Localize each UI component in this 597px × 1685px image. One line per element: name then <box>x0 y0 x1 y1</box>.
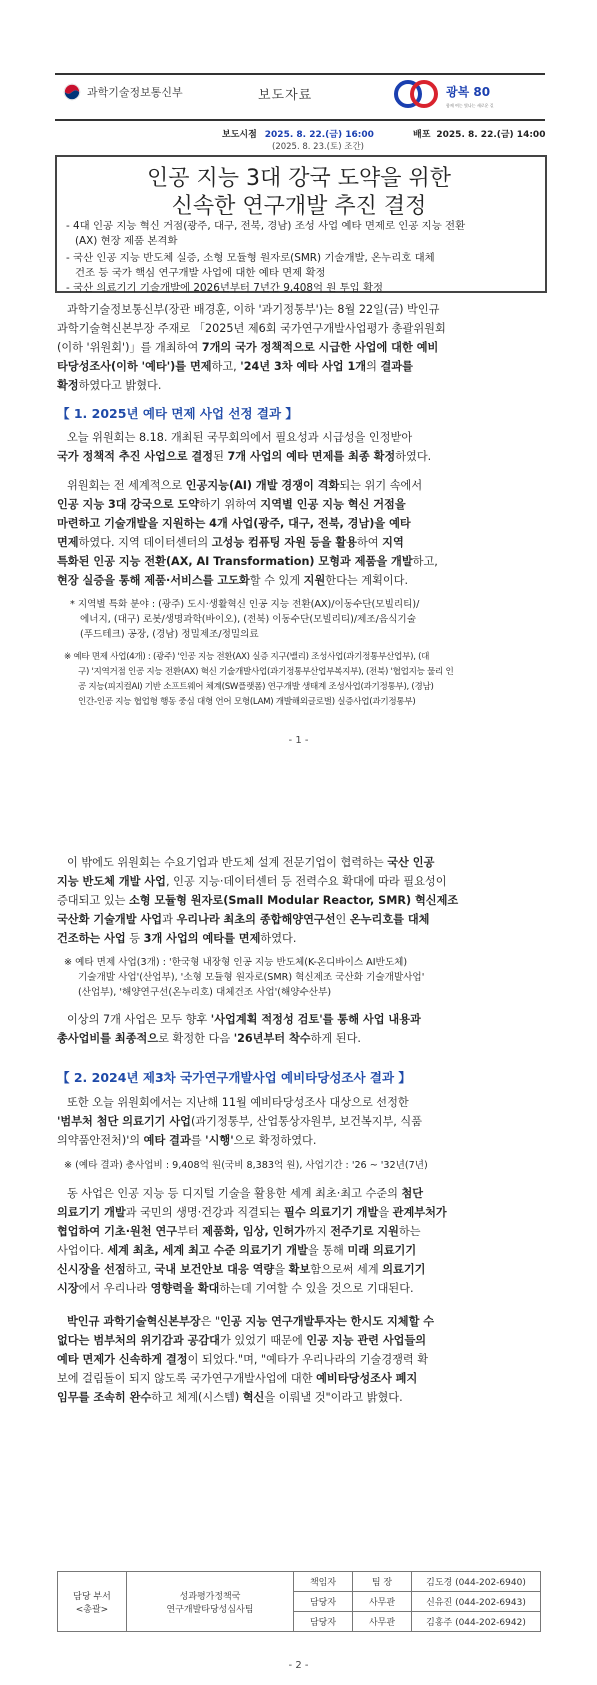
note-regional-fields <box>70 597 545 642</box>
intro-line: (이하 '위원회')」를 개최하여 <box>57 341 202 354</box>
text: 로 확정한 다음 <box>158 1032 234 1045</box>
text-emph: 인공 지능 3대 강국으로 도약 <box>57 498 200 511</box>
intro-line: 과학기술정보통신부(장관 배경훈, 이하 '과기정통부')는 8월 22일(금) 박인규 <box>67 303 440 316</box>
text: 가 있었기 때문에 <box>220 1334 307 1347</box>
page-number-2: - 2 - <box>288 1660 309 1671</box>
embargo-label: 보도시점 <box>222 130 257 140</box>
summary-2-cont: 건조 등 국가 핵심 연구개발 사업에 대한 예타 면제 확정 <box>75 267 326 279</box>
text: 과 국민의 생명·건강과 직결되는 <box>125 1206 285 1219</box>
text: 으로 확정하였다. <box>233 1134 317 1147</box>
text-emph: 예비타당성조사 폐지 <box>316 1372 418 1385</box>
dept-label: 담당 부서 <box>73 1591 111 1602</box>
text-emph: 세계 최초, 세계 최고 수준 의료기기 개발 <box>107 1244 308 1257</box>
paragraph-4 <box>57 1010 547 1048</box>
embargo-time <box>222 127 374 140</box>
text-emph: 인공 지능 연구개발투자는 한시도 지체할 수 <box>220 1315 435 1328</box>
text-emph: 미래 의료기기 <box>347 1244 417 1257</box>
text: 하고, <box>125 1263 155 1276</box>
contact-role: 담당자 <box>294 1612 353 1632</box>
dept-sub: <총괄> <box>75 1604 109 1615</box>
text-emph: 현장 실증을 통해 제품·서비스를 고도화 <box>57 574 250 587</box>
text: 보에 걸림돌이 되지 않도록 국가연구개발사업에 대한 <box>57 1372 317 1385</box>
contact-title: 팀 장 <box>353 1572 412 1592</box>
text: 하게 된다. <box>310 1032 361 1045</box>
note-line: 인간-인공 지능 협업형 행동 중심 대형 언어 모형(LAM) 개발해외글로벌) 실증사업(과기정통부) <box>78 697 416 707</box>
text-emph: 건조하는 사업 <box>57 932 126 945</box>
text: 한다는 계획이다. <box>325 574 409 587</box>
text-emph: 우리나라 최초의 종합해양연구선 <box>176 913 336 926</box>
text-emph: 박인규 과학기술혁신본부장 <box>67 1315 201 1328</box>
text-emph: 예타 면제가 신속하게 결정 <box>57 1353 188 1366</box>
liberation-80-logo <box>390 76 520 112</box>
dept-name-1: 성과평가정책국 <box>179 1591 241 1602</box>
text-emph: 7개 사업의 예타 면제를 최종 확정 <box>227 450 396 463</box>
text: 또한 오늘 위원회에서는 지난해 11월 예비타당성조사 대상으로 선정한 <box>67 1096 409 1109</box>
text-emph: 온누리호를 대체 <box>349 913 430 926</box>
contact-role: 담당자 <box>294 1592 353 1612</box>
text: 은 " <box>200 1315 221 1328</box>
text-emph: 마련하고 기술개발을 지원하는 4개 사업(광주, 대구, 전북, 경남)을 예타 <box>57 517 411 530</box>
note-exempt-projects-3 <box>64 955 548 1000</box>
text-emph: '시행' <box>205 1134 234 1147</box>
dept-label-cell <box>58 1572 127 1632</box>
text: 의약품안전처)'의 <box>57 1134 144 1147</box>
text: 하여 <box>357 536 383 549</box>
text: 을 <box>274 1263 289 1276</box>
paragraph-2 <box>57 476 547 590</box>
text: 하는데 기여할 수 있을 것으로 기대된다. <box>219 1282 414 1295</box>
text-emph: 총사업비를 최종적으 <box>57 1032 159 1045</box>
text: 동 사업은 인공 지능 등 디지털 기술을 활용한 세계 최초·최고 수준의 <box>67 1187 402 1200</box>
intro-line: 하고, <box>211 360 241 373</box>
note-line: (푸드테크) 공장, (경남) 정밀제조/정밀의료 <box>80 629 259 640</box>
text: 까지 <box>305 1225 331 1238</box>
text: 하기 위하여 <box>199 498 261 511</box>
text: 하였다. <box>260 932 297 945</box>
logo-tagline: 함께 여는 빛나는 새로운 길 <box>446 103 494 108</box>
paragraph-5 <box>57 1093 547 1150</box>
text: 를 <box>190 1134 206 1147</box>
text-emph: 확보 <box>288 1263 311 1276</box>
text-emph: 국가 정책적 추진 사업으로 결정 <box>57 450 214 463</box>
government-emblem-icon <box>63 83 81 101</box>
embargo-sub: (2025. 8. 23.(토) 조간) <box>272 142 364 152</box>
embargo-value: 2025. 8. 22.(금) 16:00 <box>264 130 374 140</box>
section-heading-1: 【 1. 2025년 예타 면제 사업 선정 결과 】 <box>57 406 298 421</box>
intro-emph: 결과를 <box>380 360 413 373</box>
text-emph: 시장 <box>57 1282 79 1295</box>
text-emph: 영향력을 확대 <box>150 1282 220 1295</box>
title-line-1: 인공 지능 3대 강국 도약을 위한 <box>147 166 451 191</box>
text: 등 <box>125 932 144 945</box>
text-emph: 없다는 범부처의 위기감과 공감대 <box>57 1334 220 1347</box>
text: 인 <box>335 913 350 926</box>
intro-emph: 타당성조사(이하 '예타')를 면제 <box>57 360 212 373</box>
text-emph: 제품화, 임상, 인허가 <box>202 1225 306 1238</box>
text-emph: 고성능 컴퓨팅 자원 등을 활용 <box>211 536 357 549</box>
text: 된 <box>213 450 228 463</box>
text-emph: 예타 결과 <box>143 1134 191 1147</box>
text-emph: 인공지능(AI) 개발 경쟁이 격화 <box>185 479 340 492</box>
text: (과기정통부, 산업통상자원부, 보건복지부, 식품 <box>191 1115 423 1128</box>
intro-line: 하였다고 밝혔다. <box>78 379 162 392</box>
liberation-80-emblem-icon <box>390 76 520 112</box>
text-emph: 특화된 인공 지능 전환(AX, AI Transformation) 모형과 제품을 개발 <box>57 555 413 568</box>
text: 을 <box>378 1206 393 1219</box>
paragraph-1 <box>57 428 547 466</box>
paragraph-6 <box>57 1184 547 1298</box>
summary-1: - 4대 인공 지능 혁신 거점(광주, 대구, 전북, 경남) 조성 사업 예타 면제로 인공 지능 전환 <box>66 220 466 232</box>
text: 이상의 7개 사업은 모두 향후 <box>67 1013 211 1026</box>
text-emph: 혁신 <box>242 1391 265 1404</box>
section-heading-2: 【 2. 2024년 제3차 국가연구개발사업 예비타당성조사 결과 】 <box>57 1070 411 1085</box>
text-emph: 전주기로 지원 <box>330 1225 399 1238</box>
distribution-time <box>413 127 545 140</box>
text: 오늘 위원회는 8.18. 개최된 국무회의에서 필요성과 시급성을 인정받아 <box>67 431 413 444</box>
text-emph: 협업하여 기초·원천 연구 <box>57 1225 178 1238</box>
text-emph: 지능 반도체 개발 사업 <box>57 875 166 888</box>
page-number-1: - 1 - <box>288 735 309 746</box>
text-emph: 지역별 인공 지능 혁신 거점을 <box>260 498 406 511</box>
text-emph: 필수 의료기기 개발 <box>284 1206 379 1219</box>
note-line: (산업부), '해양연구선(온누리호) 대체건조 사업'(해양수산부) <box>78 987 332 998</box>
intro-emph: 확정 <box>57 379 79 392</box>
text: 하였다. 지역 데이터센터의 <box>78 536 212 549</box>
note-exempt-projects-4 <box>64 650 548 710</box>
text-emph: 지역 <box>382 536 404 549</box>
text: , 인공 지능·데이터센터 등 전력수요 확대에 따라 필요성이 <box>165 875 447 888</box>
text-emph: '범부처 첨단 의료기기 사업 <box>57 1115 191 1128</box>
contact-table <box>57 1571 541 1632</box>
text: 함으로써 세계 <box>310 1263 383 1276</box>
intro-emph: 7개의 국가 정책적으로 시급한 사업에 대한 예비 <box>201 341 439 354</box>
text: 하였다. <box>395 450 432 463</box>
dept-name-2: 연구개발타당성심사팀 <box>166 1604 254 1615</box>
contact-name: 김도경 (044-202-6940) <box>412 1572 541 1592</box>
text: 부터 <box>177 1225 203 1238</box>
distribution-value: 2025. 8. 22.(금) 14:00 <box>436 130 546 140</box>
contact-role: 책임자 <box>294 1572 353 1592</box>
text: 위원회는 전 세계적으로 <box>67 479 186 492</box>
note-line: 공 지능(피지컬AI) 기반 소프트웨어 체계(SW플랫폼) 연구개발 생태계 조성사업(과기정통부), (경남) <box>78 682 434 692</box>
text: 이 되었다."며, "예타가 우리나라의 기술경쟁력 확 <box>187 1353 429 1366</box>
text: 하고, <box>412 555 438 568</box>
text-emph: 임무를 조속히 완수 <box>57 1391 152 1404</box>
text-emph: 지원 <box>303 574 326 587</box>
contact-name: 신유진 (044-202-6943) <box>412 1592 541 1612</box>
text: 과 <box>162 913 177 926</box>
text: 되는 위기 속에서 <box>339 479 423 492</box>
text-emph: 국산화 기술개발 사업 <box>57 913 163 926</box>
contact-title: 사무관 <box>353 1612 412 1632</box>
ministry-name: 과학기술정보통신부 <box>87 86 183 99</box>
text: 증대되고 있는 <box>57 894 129 907</box>
paragraph-3 <box>57 853 547 948</box>
text-emph: 신시장을 선점 <box>57 1263 126 1276</box>
text: 하고 체계(시스템) <box>151 1391 243 1404</box>
intro-line: 과학기술혁신본부장 주재로 「2025년 제6회 국가연구개발사업평가 총괄위원회 <box>57 322 446 335</box>
text-emph: 관계부처가 <box>392 1206 447 1219</box>
summary-3: - 국산 의료기기 기술개발에 2026년부터 7년간 9,408억 원 투입 확정 <box>66 282 384 294</box>
text-emph: 소형 모듈형 원자로(Small Modular Reactor, SMR) 혁신제조 <box>128 894 459 907</box>
text: 사업이다. <box>57 1244 108 1257</box>
intro-paragraph <box>57 300 547 395</box>
distribution-label: 배포 <box>413 130 431 140</box>
text-emph: 의료기기 개발 <box>57 1206 126 1219</box>
text-emph: 인공 지능 관련 사업들의 <box>306 1334 427 1347</box>
text-emph: 의료기기 <box>382 1263 426 1276</box>
text: 을 통해 <box>307 1244 348 1257</box>
note-line: 기술개발 사업'(산업부), '소형 모듈형 원자로(SMR) 혁신제조 국산화 기술개발사업' <box>78 972 425 983</box>
note-line: 구) '지역거점 인공 지능 전환(AX) 혁신 기술개발사업(과기정통부산업부복지부), (전북) '협업지능 물리 인 <box>78 667 454 677</box>
text: 할 수 있게 <box>249 574 304 587</box>
text-emph: 면제 <box>57 536 79 549</box>
press-release-label: 보도자료 <box>258 88 313 103</box>
intro-emph: '24년 3차 예타 사업 1개 <box>240 360 367 373</box>
text-emph: '26년부터 착수 <box>233 1032 311 1045</box>
note-survey-result: ※ (예타 결과) 총사업비 : 9,408억 원(국비 8,383억 원), 사업기간 : '26 ~ '32년(7년) <box>64 1160 428 1171</box>
dept-name-cell <box>127 1572 294 1632</box>
note-line: ※ 예타 면제 사업(4개) : (광주) '인공 지능 전환(AX) 실증 지구(밸리) 조성사업(과기정통부산업부), (대 <box>64 652 430 662</box>
note-line: 에너지, (대구) 로봇/생명과학(바이오), (전북) 이동수단(모빌리티)/제조/음식기술 <box>80 614 416 625</box>
text-emph: 국산 인공 <box>387 856 435 869</box>
note-line: * 지역별 특화 분야 : (광주) 도시·생활혁신 인공 지능 전환(AX)/이동수단(모빌리티)/ <box>70 599 420 610</box>
text: 하는 <box>398 1225 421 1238</box>
text-emph: '사업계획 적정성 검토'를 통해 사업 내용과 <box>210 1013 421 1026</box>
text-emph: 3개 사업의 예타를 면제 <box>143 932 261 945</box>
logo-text: 광복 80 <box>446 85 491 99</box>
text-emph: 첨단 <box>401 1187 424 1200</box>
contact-title: 사무관 <box>353 1592 412 1612</box>
intro-line: 의 <box>366 360 381 373</box>
text-emph: 국내 보건안보 대응 역량 <box>154 1263 275 1276</box>
title-line-2: 신속한 연구개발 추진 결정 <box>171 194 427 219</box>
note-line: ※ 예타 면제 사업(3개) : '한국형 내장형 인공 지능 반도체(K-온디바이스 AI반도체) <box>64 957 408 968</box>
summary-1-cont: (AX) 현장 제품 본격화 <box>75 235 178 247</box>
summary-2: - 국산 인공 지능 반도체 실증, 소형 모듈형 원자로(SMR) 기술개발, 온누리호 대체 <box>66 252 435 264</box>
paragraph-7 <box>57 1312 547 1407</box>
text: 에서 우리나라 <box>78 1282 151 1295</box>
text: 이 밖에도 위원회는 수요기업과 반도체 설계 전문기업이 협력하는 <box>67 856 388 869</box>
contact-name: 김홍주 (044-202-6942) <box>412 1612 541 1632</box>
text: 을 이뤄낼 것"이라고 밝혔다. <box>264 1391 403 1404</box>
